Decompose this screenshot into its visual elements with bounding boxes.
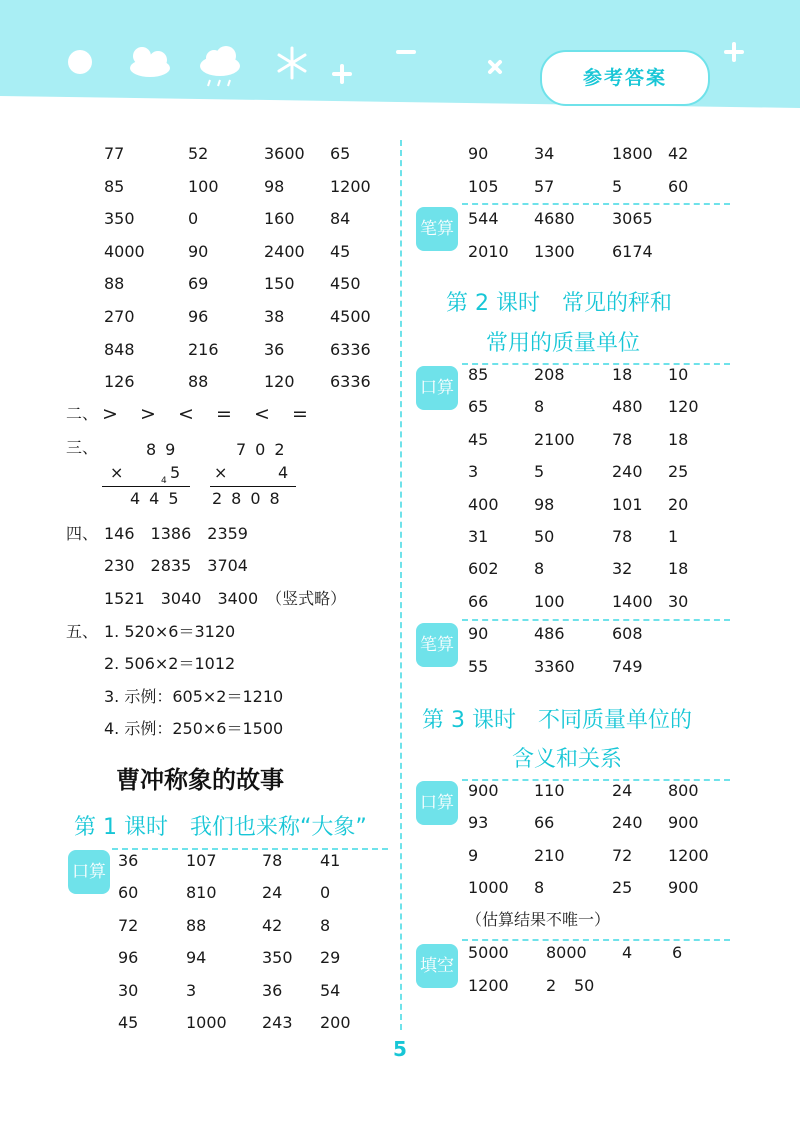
answer-row xyxy=(468,840,768,872)
answer-value: 1300 xyxy=(534,241,575,261)
calc1-line xyxy=(102,486,190,487)
answer-value: 57 xyxy=(534,176,555,196)
answer-value: 150 xyxy=(264,274,295,294)
answer-value: 45 xyxy=(468,429,489,449)
answer-value: 98 xyxy=(264,176,285,196)
answer-value: 240 xyxy=(612,813,643,833)
estimate-note: （估算结果不唯一） xyxy=(466,910,611,929)
lesson-2-title-line-2: 常用的质量单位 xyxy=(486,331,641,356)
answer-value: 350 xyxy=(104,209,135,229)
answer-value: 1000 xyxy=(186,1013,227,1032)
answer-value: 88 xyxy=(186,915,207,935)
answer-value: 544 xyxy=(468,209,499,228)
answer-value: 4680 xyxy=(534,209,575,228)
answer-value: 78 xyxy=(262,851,283,870)
calc1-top: 89 xyxy=(146,440,185,459)
answer-row xyxy=(468,424,768,456)
answer-value: 72 xyxy=(118,915,139,935)
answer-badge: 参考答案 xyxy=(540,50,710,106)
section-4-line-3: 1521 3040 3400 （竖式略） xyxy=(104,589,347,608)
answer-row xyxy=(468,586,768,618)
answer-value: 96 xyxy=(188,307,209,326)
section-4-label: 四、 xyxy=(66,524,99,543)
answer-value: 1200 xyxy=(468,975,509,995)
answer-value: 31 xyxy=(468,527,489,546)
calc1-carry: 4 xyxy=(161,476,167,486)
calc1-result: 445 xyxy=(130,489,188,508)
answer-row xyxy=(468,521,768,553)
tag-tiankong: 填空 xyxy=(416,944,458,988)
answer-value: 216 xyxy=(188,339,219,359)
answer-value: 160 xyxy=(264,209,295,229)
answer-value: 8 xyxy=(534,397,545,417)
answer-value: 45 xyxy=(330,241,351,261)
answer-value: 1000 xyxy=(468,878,509,898)
answer-value: 41 xyxy=(320,851,341,870)
answer-value: 3 xyxy=(468,462,479,482)
answer-value: 66 xyxy=(468,591,489,611)
answer-value: 400 xyxy=(468,494,499,514)
answer-value: 450 xyxy=(330,274,361,294)
answer-value: 8 xyxy=(320,915,331,935)
answer-value: 25 xyxy=(668,462,689,482)
answer-value: 38 xyxy=(264,307,285,326)
answer-row xyxy=(118,942,418,974)
tag-bisuan-2: 笔算 xyxy=(416,623,458,667)
answer-row xyxy=(118,845,418,877)
answer-value: 45 xyxy=(118,1013,139,1032)
section-5-label: 五、 xyxy=(66,622,99,641)
section-3-label: 三、 xyxy=(66,438,99,457)
answer-value: 93 xyxy=(468,813,489,833)
comparison-sign: = xyxy=(216,403,232,425)
answer-value: 84 xyxy=(330,209,351,229)
answer-value: 90 xyxy=(188,241,209,261)
answer-value: 800 xyxy=(668,781,699,800)
tag-bisuan-1: 笔算 xyxy=(416,207,458,251)
calc2-bottom: 4 xyxy=(278,463,298,482)
answer-row xyxy=(118,910,418,942)
answer-value: 72 xyxy=(612,845,633,865)
answer-row xyxy=(468,651,768,683)
section-5-item-3: 3. 示例：605×2＝1210 xyxy=(104,687,284,706)
answer-value: 60 xyxy=(668,176,689,196)
answer-value: 34 xyxy=(534,144,555,163)
answer-value: 78 xyxy=(612,527,633,546)
section-4-line-1: 146 1386 2359 xyxy=(104,524,248,543)
answer-value: 200 xyxy=(320,1013,351,1032)
answer-value: 32 xyxy=(612,559,633,579)
answer-value: 210 xyxy=(534,845,565,865)
lesson-3-title-line-1: 第 3 课时 不同质量单位的 xyxy=(422,708,692,733)
answer-row xyxy=(468,203,768,235)
answer-value: 30 xyxy=(668,591,689,611)
answer-value: 270 xyxy=(104,307,135,326)
answer-value: 88 xyxy=(104,274,125,294)
answer-value: 10 xyxy=(668,365,689,384)
answer-value: 2400 xyxy=(264,241,305,261)
answer-value: 848 xyxy=(104,339,135,359)
answer-value: 5000 xyxy=(468,943,509,962)
answer-value: 6336 xyxy=(330,372,371,392)
answer-row xyxy=(468,872,768,904)
answer-value: 24 xyxy=(262,883,283,903)
answer-value: 1200 xyxy=(330,176,371,196)
answer-row xyxy=(468,391,768,423)
comparison-sign: > xyxy=(140,403,156,425)
answer-value: 243 xyxy=(262,1013,293,1032)
answer-value: 100 xyxy=(534,591,565,611)
answer-value: 1200 xyxy=(668,845,709,865)
answer-value: 36 xyxy=(262,980,283,1000)
calc2-result: 2808 xyxy=(212,489,289,508)
answer-row xyxy=(104,334,404,366)
answer-value: 88 xyxy=(188,372,209,392)
answer-value: 42 xyxy=(262,915,283,935)
answer-value: 69 xyxy=(188,274,209,294)
answer-value: 85 xyxy=(104,176,125,196)
answer-value: 810 xyxy=(186,883,217,903)
answer-value: 101 xyxy=(612,494,643,514)
answer-value: 6336 xyxy=(330,339,371,359)
answer-row xyxy=(118,877,418,909)
answer-value: 30 xyxy=(118,980,139,1000)
answer-row xyxy=(468,138,768,170)
calc2-op: × xyxy=(214,463,237,482)
calc1-op: × xyxy=(110,463,133,482)
answer-value: 77 xyxy=(104,144,125,163)
answer-value: 4500 xyxy=(330,307,371,326)
answer-value: 1 xyxy=(668,527,679,546)
answer-value: 602 xyxy=(468,559,499,579)
answer-value: 0 xyxy=(320,883,331,903)
answer-row xyxy=(468,970,768,1002)
tag-kousuan-2: 口算 xyxy=(416,366,458,410)
answer-value: 5 xyxy=(534,462,545,482)
answer-value: 110 xyxy=(534,781,565,800)
comparison-sign: = xyxy=(292,403,308,425)
answer-value: 0 xyxy=(188,209,199,229)
section-5-item-2: 2. 506×2＝1012 xyxy=(104,654,236,673)
calc2-top: 702 xyxy=(236,440,294,459)
calc1-bottom: 5 xyxy=(170,463,190,482)
answer-value: 18 xyxy=(612,365,633,384)
comparison-sign: < xyxy=(178,403,194,425)
answer-value: 900 xyxy=(668,813,699,833)
answer-row xyxy=(104,203,404,235)
answer-value: 90 xyxy=(468,144,489,163)
answer-row xyxy=(118,1007,418,1039)
answer-value: 749 xyxy=(612,656,643,676)
answer-value: 54 xyxy=(320,980,341,1000)
answer-value: 6 xyxy=(672,943,683,962)
answer-row xyxy=(468,618,768,650)
lesson-2-title-line-1: 第 2 课时 常见的秤和 xyxy=(446,291,672,316)
answer-value: 60 xyxy=(118,883,139,903)
answer-value: 52 xyxy=(188,144,209,163)
lesson-1-title: 第 1 课时 我们也来称“大象” xyxy=(74,815,367,840)
answer-value: 240 xyxy=(612,462,643,482)
answer-value: 100 xyxy=(188,176,219,196)
answer-value: 18 xyxy=(668,429,689,449)
answer-value: 65 xyxy=(468,397,489,417)
answer-value: 480 xyxy=(612,397,643,417)
answer-value: 96 xyxy=(118,948,139,968)
section-5-item-4: 4. 示例：250×6＝1500 xyxy=(104,719,284,738)
answer-value: 25 xyxy=(612,878,633,898)
answer-value: 20 xyxy=(668,494,689,514)
answer-value: 6174 xyxy=(612,241,653,261)
tag-kousuan-3: 口算 xyxy=(416,781,458,825)
answer-value: 900 xyxy=(468,781,499,800)
answer-value: 8 xyxy=(534,559,545,579)
answer-value: 126 xyxy=(104,372,135,392)
answer-value: 50 xyxy=(574,975,595,995)
answer-value: 486 xyxy=(534,624,565,643)
answer-row xyxy=(468,775,768,807)
answer-value: 50 xyxy=(534,527,555,546)
answer-value: 1800 xyxy=(612,144,653,163)
answer-row xyxy=(104,171,404,203)
comparison-sign: > xyxy=(102,403,118,425)
answer-value: 65 xyxy=(330,144,351,163)
comparison-signs xyxy=(102,398,332,430)
answer-value: 120 xyxy=(668,397,699,417)
answer-value: 350 xyxy=(262,948,293,968)
answer-row xyxy=(104,268,404,300)
answer-value: 36 xyxy=(118,851,139,870)
answer-value: 608 xyxy=(612,624,643,643)
answer-value: 42 xyxy=(668,144,689,163)
answer-value: 9 xyxy=(468,845,479,865)
answer-row xyxy=(468,489,768,521)
answer-value: 2100 xyxy=(534,429,575,449)
answer-row xyxy=(104,301,404,333)
tag-kousuan-1: 口算 xyxy=(68,850,110,894)
section-5-item-1: 1. 520×6＝3120 xyxy=(104,622,236,641)
answer-value: 8000 xyxy=(546,943,587,962)
answer-value: 1400 xyxy=(612,591,653,611)
answer-row xyxy=(104,138,404,170)
answer-row xyxy=(104,366,404,398)
answer-value: 3065 xyxy=(612,209,653,228)
answer-row xyxy=(468,456,768,488)
answer-value: 55 xyxy=(468,656,489,676)
page-number: 5 xyxy=(393,1037,407,1061)
section-4-line-2: 230 2835 3704 xyxy=(104,556,248,575)
lesson-3-title-line-2: 含义和关系 xyxy=(512,747,623,772)
answer-value: 29 xyxy=(320,948,341,968)
answer-value: 3 xyxy=(186,980,197,1000)
answer-value: 3600 xyxy=(264,144,305,163)
answer-value: 90 xyxy=(468,624,489,643)
answer-value: 208 xyxy=(534,365,565,384)
answer-value: 4 xyxy=(622,943,633,962)
answer-value: 18 xyxy=(668,559,689,579)
answer-value: 98 xyxy=(534,494,555,514)
answer-value: 24 xyxy=(612,781,633,800)
answer-row xyxy=(468,807,768,839)
answer-value: 120 xyxy=(264,372,295,392)
calc2-line xyxy=(210,486,296,487)
answer-value: 4000 xyxy=(104,241,145,261)
answer-row xyxy=(468,359,768,391)
answer-value: 8 xyxy=(534,878,545,898)
comparison-sign: < xyxy=(254,403,270,425)
answer-value: 107 xyxy=(186,851,217,870)
answer-value: 900 xyxy=(668,878,699,898)
answer-row xyxy=(468,553,768,585)
section-2-label: 二、 xyxy=(66,404,99,423)
answer-value: 85 xyxy=(468,365,489,384)
answer-value: 105 xyxy=(468,176,499,196)
answer-value: 36 xyxy=(264,339,285,359)
answer-row xyxy=(468,171,768,203)
answer-value: 78 xyxy=(612,429,633,449)
answer-value: 5 xyxy=(612,176,623,196)
answer-value: 94 xyxy=(186,948,207,968)
answer-row xyxy=(468,236,768,268)
answer-value: 2010 xyxy=(468,241,509,261)
answer-row xyxy=(468,937,768,969)
answer-row xyxy=(118,975,418,1007)
answer-value: 3360 xyxy=(534,656,575,676)
story-title: 曹冲称象的故事 xyxy=(116,766,284,794)
answer-value: 66 xyxy=(534,813,555,833)
answer-row xyxy=(104,236,404,268)
answer-value: 2 xyxy=(546,975,557,995)
